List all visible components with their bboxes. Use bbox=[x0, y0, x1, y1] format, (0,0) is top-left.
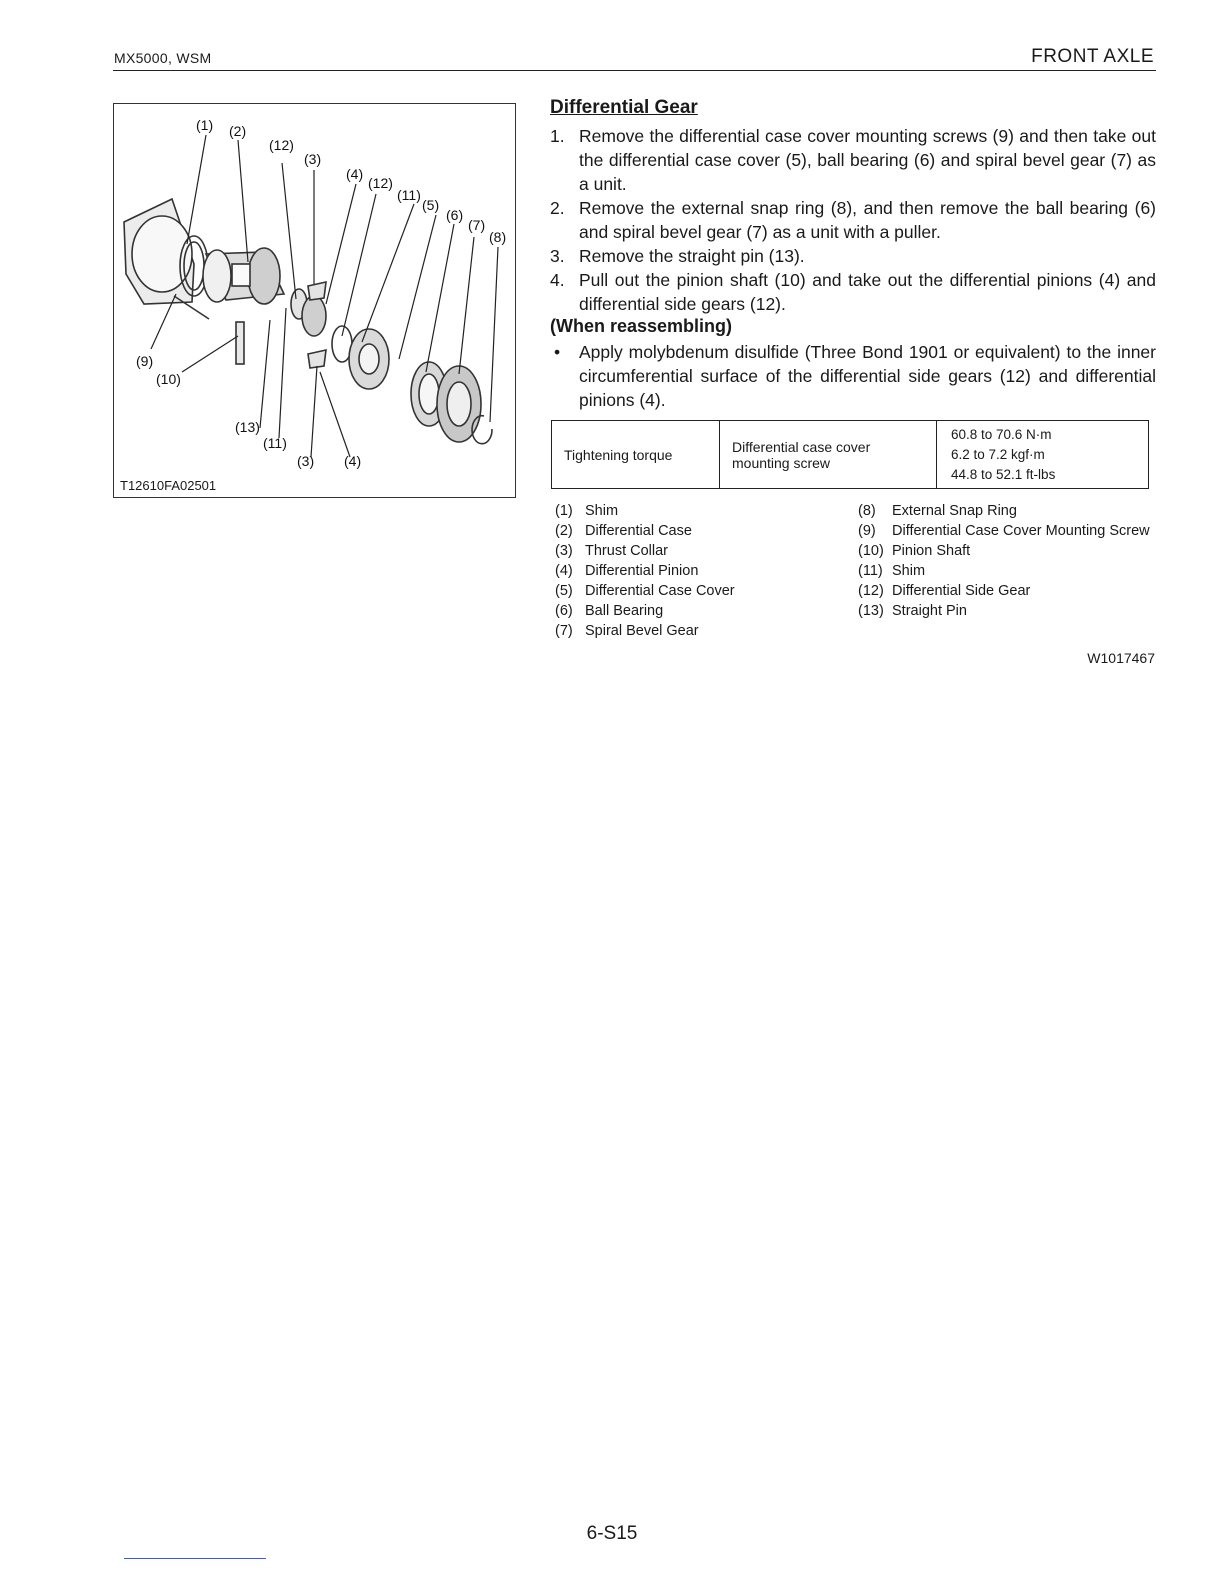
legend-number: (11) bbox=[858, 563, 883, 579]
header-section: FRONT AXLE bbox=[1031, 46, 1154, 67]
callout-3a: (3) bbox=[304, 151, 322, 167]
legend-name: Differential Pinion bbox=[585, 563, 699, 579]
step-item bbox=[550, 124, 1156, 196]
legend-number: (2) bbox=[555, 523, 573, 539]
step-text: Remove the external snap ring (8), and then remove the ball bearing (6) and spiral bevel gear (7) as a unit with a puller. bbox=[579, 198, 1156, 242]
page-number: 6-S15 bbox=[586, 1523, 638, 1544]
legend-name: External Snap Ring bbox=[892, 503, 1017, 519]
torque-value-nm: 60.8 to 70.6 N·m bbox=[951, 426, 1052, 442]
legend-item bbox=[555, 581, 835, 601]
torque-table bbox=[551, 420, 1149, 489]
legend-name: Differential Case Cover bbox=[585, 583, 735, 599]
legend-number: (13) bbox=[858, 603, 884, 619]
legend-number: (12) bbox=[858, 583, 884, 599]
legend-item bbox=[555, 541, 835, 561]
step-item bbox=[550, 244, 1156, 268]
torque-item bbox=[720, 421, 937, 489]
legend-item bbox=[858, 561, 1158, 581]
document-code: W1017467 bbox=[1087, 650, 1155, 666]
legend-name: Differential Side Gear bbox=[892, 583, 1031, 599]
torque-label: Tightening torque bbox=[552, 421, 720, 489]
callout-11b: (11) bbox=[263, 435, 287, 451]
legend-item bbox=[555, 601, 835, 621]
callout-8: (8) bbox=[489, 229, 507, 245]
callout-3b: (3) bbox=[297, 453, 315, 469]
step-number: 2. bbox=[550, 198, 565, 218]
legend-item bbox=[555, 521, 835, 541]
step-number: 3. bbox=[550, 246, 565, 266]
step-text: Remove the differential case cover mounting screws (9) and then take out the differential case cover (5), ball bearing (6) and spiral bevel gear (7) as a unit. bbox=[579, 126, 1156, 194]
legend-item bbox=[555, 621, 835, 641]
callout-6: (6) bbox=[446, 207, 464, 223]
legend-number: (5) bbox=[555, 583, 573, 599]
callout-7: (7) bbox=[468, 217, 486, 233]
legend-item bbox=[555, 501, 835, 521]
parts-legend-right bbox=[858, 501, 1158, 621]
legend-name: Shim bbox=[585, 503, 619, 519]
legend-name: Straight Pin bbox=[892, 603, 967, 619]
legend-name: Shim bbox=[892, 563, 926, 579]
callout-4b: (4) bbox=[344, 453, 362, 469]
legend-number: (9) bbox=[858, 523, 876, 539]
callout-9: (9) bbox=[136, 353, 154, 369]
callout-1: (1) bbox=[196, 117, 214, 133]
legend-number: (1) bbox=[555, 503, 573, 519]
callout-10: (10) bbox=[156, 371, 181, 387]
step-number: 4. bbox=[550, 270, 565, 290]
legend-item bbox=[858, 541, 1158, 561]
callout-2: (2) bbox=[229, 123, 247, 139]
callout-13: (13) bbox=[235, 419, 260, 435]
reassembly-note-text: Apply molybdenum disulfide (Three Bond 1901 or equivalent) to the inner circumferential surface of the differential side gears (12) and differential pinions (4). bbox=[579, 342, 1156, 410]
reassembly-title: (When reassembling) bbox=[550, 316, 733, 336]
exploded-view-illustration bbox=[114, 104, 515, 497]
exploded-view-figure bbox=[113, 103, 516, 498]
legend-number: (3) bbox=[555, 543, 573, 559]
parts-legend-left bbox=[555, 501, 835, 641]
bullet-icon: • bbox=[554, 342, 561, 362]
step-number: 1. bbox=[550, 126, 565, 146]
legend-number: (8) bbox=[858, 503, 876, 519]
legend-name: Thrust Collar bbox=[585, 543, 668, 559]
callout-12b: (12) bbox=[368, 175, 393, 191]
torque-values bbox=[937, 421, 1149, 489]
torque-value-ftlbs: 44.8 to 52.1 ft-lbs bbox=[951, 466, 1056, 482]
section-title: Differential Gear bbox=[550, 97, 698, 118]
legend-number: (6) bbox=[555, 603, 573, 619]
step-text: Pull out the pinion shaft (10) and take out the differential pinions (4) and differential side gears (12). bbox=[579, 270, 1156, 314]
legend-number: (10) bbox=[858, 543, 884, 559]
legend-item bbox=[555, 561, 835, 581]
legend-name: Ball Bearing bbox=[585, 603, 664, 619]
legend-number: (4) bbox=[555, 563, 573, 579]
legend-name: Spiral Bevel Gear bbox=[585, 623, 699, 639]
legend-item bbox=[858, 521, 1158, 541]
callout-12a: (12) bbox=[269, 137, 294, 153]
header-model: MX5000, WSM bbox=[114, 50, 212, 66]
footer-rule bbox=[124, 1558, 266, 1559]
legend-item bbox=[858, 581, 1158, 601]
callout-4a: (4) bbox=[346, 166, 364, 182]
step-item bbox=[550, 196, 1156, 244]
reassembly-note bbox=[550, 340, 1156, 412]
header-rule bbox=[113, 70, 1156, 71]
torque-value-kgfm: 6.2 to 7.2 kgf·m bbox=[951, 446, 1045, 462]
legend-number: (7) bbox=[555, 623, 573, 639]
procedure-steps bbox=[550, 124, 1156, 316]
step-text: Remove the straight pin (13). bbox=[579, 246, 805, 266]
legend-name: Differential Case Cover Mounting Screw bbox=[892, 523, 1150, 539]
figure-code: T12610FA02501 bbox=[120, 478, 217, 493]
step-item bbox=[550, 268, 1156, 316]
legend-item bbox=[858, 601, 1158, 621]
legend-item bbox=[858, 501, 1158, 521]
callout-5: (5) bbox=[422, 197, 440, 213]
torque-item-line2: mounting screw bbox=[732, 454, 831, 471]
callout-11a: (11) bbox=[397, 187, 421, 203]
torque-item-line1: Differential case cover bbox=[732, 438, 871, 455]
legend-name: Differential Case bbox=[585, 523, 692, 539]
legend-name: Pinion Shaft bbox=[892, 543, 971, 559]
